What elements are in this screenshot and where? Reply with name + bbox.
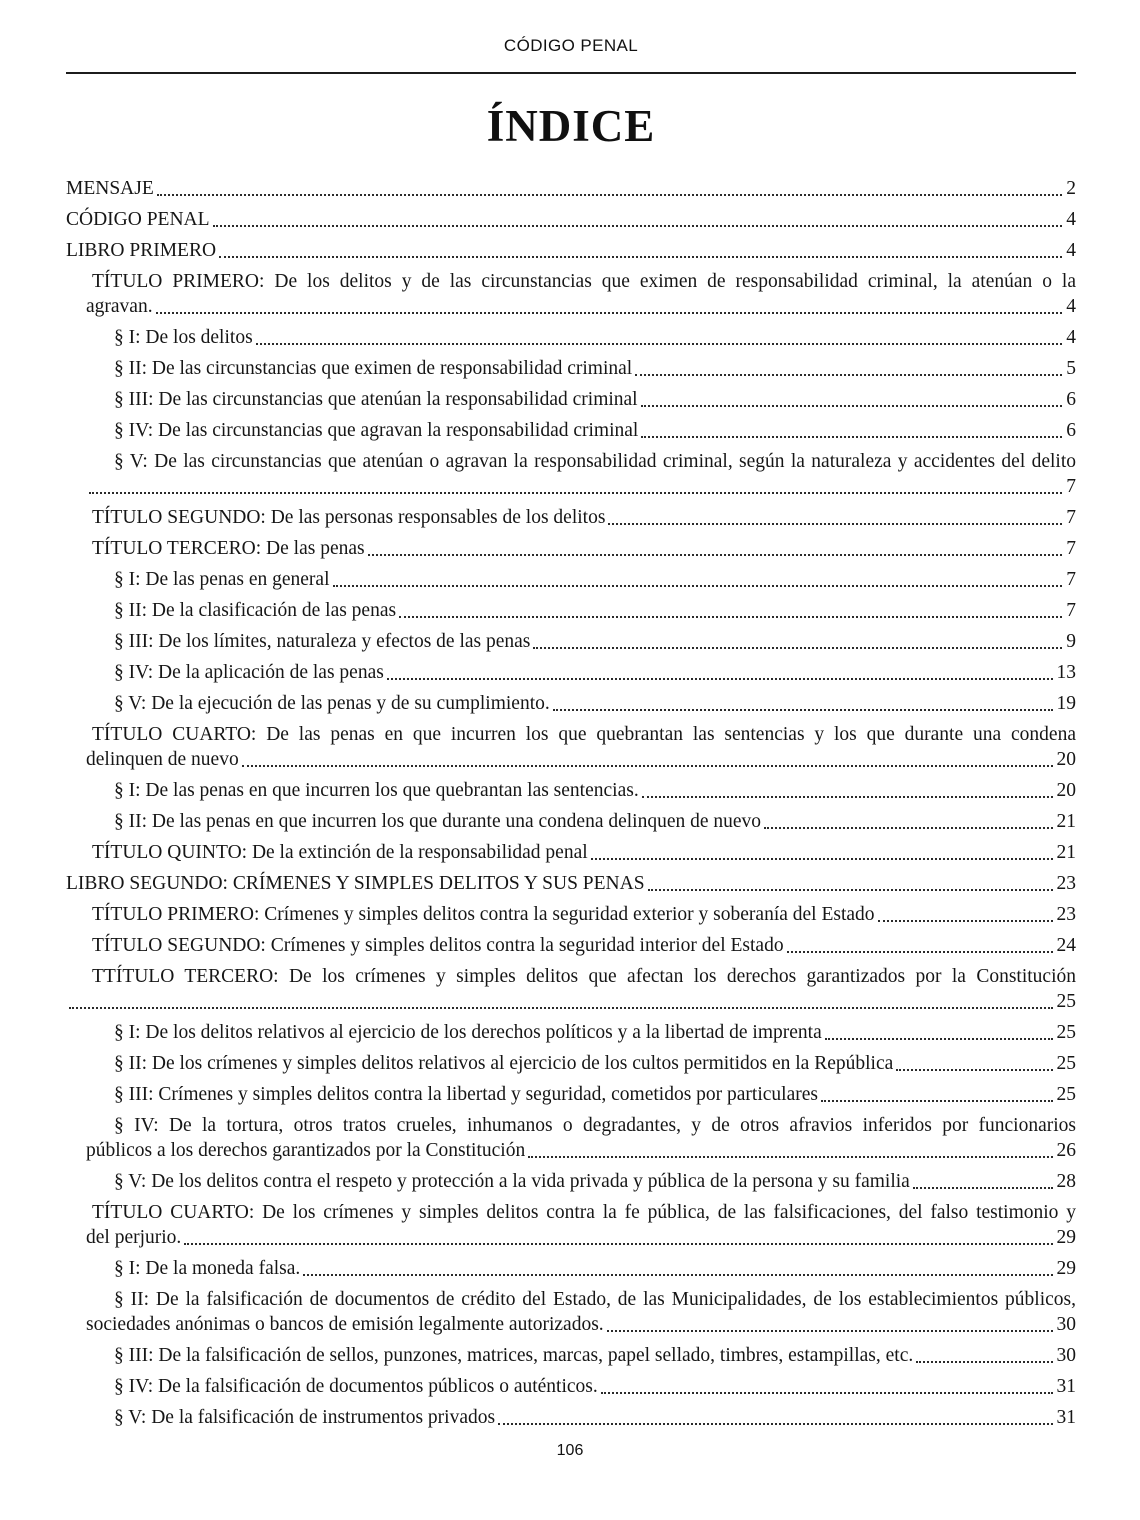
toc-entry[interactable] bbox=[66, 902, 1076, 927]
toc-entry-text: § V: De las circunstancias que atenúan o agravan la responsabilidad criminal, según la naturaleza y accidentes del delito bbox=[114, 451, 1076, 472]
toc-entry-text: § II: De las penas en que incurren los que durante una condena delinquen de nuevo bbox=[114, 811, 762, 832]
toc-entry-line bbox=[114, 1405, 1076, 1430]
toc-entry-line bbox=[92, 964, 1076, 989]
toc-entry-text: delinquen de nuevo bbox=[86, 749, 239, 770]
toc-page-number: 4 bbox=[1066, 240, 1076, 261]
toc-entry-text: § I: De las penas en general bbox=[114, 569, 330, 590]
toc-entry-line bbox=[66, 207, 1076, 232]
toc-entry-text: § III: De las circunstancias que atenúan la responsabilidad criminal bbox=[114, 389, 638, 410]
toc-entry-line bbox=[114, 691, 1076, 716]
toc-page-number: 21 bbox=[1056, 842, 1076, 863]
toc-entry[interactable] bbox=[66, 964, 1076, 1014]
toc-entry[interactable] bbox=[66, 449, 1076, 499]
toc-entry-line bbox=[86, 474, 1076, 499]
footer-page-number: 106 bbox=[556, 1442, 584, 1459]
dot-leader bbox=[219, 256, 1062, 258]
toc-entry-line bbox=[114, 598, 1076, 623]
toc-page-number: 26 bbox=[1056, 1140, 1076, 1161]
toc-entry-text: § IV: De la falsificación de documentos públicos o auténticos. bbox=[114, 1376, 598, 1397]
toc-page-number: 7 bbox=[1066, 600, 1076, 621]
toc-entry[interactable] bbox=[66, 325, 1076, 350]
toc-entry-line bbox=[92, 722, 1076, 747]
header-rule bbox=[66, 72, 1076, 74]
toc-entry-text: TÍTULO CUARTO: De las penas en que incurren los que quebrantan las sentencias y los que durante una condena bbox=[92, 724, 1076, 745]
toc-entry-line bbox=[92, 1200, 1076, 1225]
dot-leader bbox=[648, 889, 1053, 891]
dot-leader bbox=[821, 1100, 1053, 1102]
dot-leader bbox=[553, 709, 1053, 711]
dot-leader bbox=[787, 951, 1053, 953]
toc-page-number: 20 bbox=[1056, 780, 1076, 801]
toc-entry-line bbox=[114, 1051, 1076, 1076]
toc-entry[interactable] bbox=[66, 691, 1076, 716]
toc-entry[interactable] bbox=[66, 1051, 1076, 1076]
running-header: CÓDIGO PENAL bbox=[503, 36, 639, 55]
toc-entry-line bbox=[114, 567, 1076, 592]
table-of-contents bbox=[66, 176, 1076, 1430]
toc-entry[interactable] bbox=[66, 505, 1076, 530]
toc-entry-line bbox=[114, 325, 1076, 350]
dot-leader bbox=[533, 647, 1062, 649]
toc-entry[interactable] bbox=[66, 1113, 1076, 1163]
toc-entry[interactable] bbox=[66, 629, 1076, 654]
toc-entry-text: TÍTULO TERCERO: De las penas bbox=[92, 538, 365, 559]
toc-entry[interactable] bbox=[66, 418, 1076, 443]
toc-entry-line bbox=[66, 871, 1076, 896]
toc-page-number: 7 bbox=[1066, 538, 1076, 559]
toc-entry-text: sociedades anónimas o bancos de emisión legalmente autorizados. bbox=[86, 1314, 604, 1335]
dot-leader bbox=[913, 1187, 1053, 1189]
toc-entry-line bbox=[86, 294, 1076, 319]
toc-entry-line bbox=[92, 536, 1076, 561]
toc-page-number: 24 bbox=[1056, 935, 1076, 956]
dot-leader bbox=[641, 405, 1063, 407]
toc-entry-line bbox=[114, 1256, 1076, 1281]
dot-leader bbox=[368, 554, 1063, 556]
toc-page-number: 4 bbox=[1066, 296, 1076, 317]
toc-entry-line bbox=[66, 176, 1076, 201]
dot-leader bbox=[242, 765, 1053, 767]
toc-entry-line bbox=[92, 269, 1076, 294]
dot-leader bbox=[601, 1392, 1053, 1394]
toc-entry-line bbox=[86, 1312, 1076, 1337]
toc-page-number: 29 bbox=[1056, 1227, 1076, 1248]
toc-page-number: 23 bbox=[1056, 904, 1076, 925]
dot-leader bbox=[528, 1156, 1052, 1158]
toc-entry-line bbox=[66, 989, 1076, 1014]
toc-page-number: 20 bbox=[1056, 749, 1076, 770]
toc-page-number: 25 bbox=[1056, 1022, 1076, 1043]
toc-entry-line bbox=[114, 387, 1076, 412]
toc-entry[interactable] bbox=[66, 1256, 1076, 1281]
toc-entry-line bbox=[92, 933, 1076, 958]
toc-page-number: 4 bbox=[1066, 209, 1076, 230]
toc-page-number: 19 bbox=[1056, 693, 1076, 714]
toc-page-number: 25 bbox=[1056, 1084, 1076, 1105]
toc-entry[interactable] bbox=[66, 660, 1076, 685]
dot-leader bbox=[256, 343, 1063, 345]
toc-entry-line bbox=[86, 1225, 1076, 1250]
toc-page-number: 7 bbox=[1066, 569, 1076, 590]
toc-entry-text: § IV: De la tortura, otros tratos crueles, inhumanos o degradantes, y de otros afravios inferidos por funcionarios bbox=[114, 1115, 1076, 1136]
toc-page-number: 30 bbox=[1056, 1314, 1076, 1335]
toc-entry[interactable] bbox=[66, 1200, 1076, 1250]
dot-leader bbox=[916, 1361, 1052, 1363]
toc-page-number: 6 bbox=[1066, 420, 1076, 441]
toc-page-number: 7 bbox=[1066, 476, 1076, 497]
toc-entry-text: LIBRO SEGUNDO: CRÍMENES Y SIMPLES DELITOS Y SUS PENAS bbox=[66, 873, 645, 894]
page-title: ÍNDICE bbox=[486, 101, 656, 151]
toc-entry-text: § II: De las circunstancias que eximen de responsabilidad criminal bbox=[114, 358, 633, 379]
toc-entry[interactable] bbox=[66, 1405, 1076, 1430]
dot-leader bbox=[184, 1243, 1052, 1245]
toc-page-number: 31 bbox=[1056, 1376, 1076, 1397]
toc-entry-text: TÍTULO CUARTO: De los crímenes y simples delitos contra la fe pública, de las falsificaciones, del falso testimonio y bbox=[92, 1202, 1076, 1223]
toc-entry[interactable] bbox=[66, 1020, 1076, 1045]
toc-entry-line bbox=[114, 1287, 1076, 1312]
toc-page-number: 5 bbox=[1066, 358, 1076, 379]
toc-entry[interactable] bbox=[66, 207, 1076, 232]
toc-entry[interactable] bbox=[66, 387, 1076, 412]
toc-page-number: 29 bbox=[1056, 1258, 1076, 1279]
toc-entry[interactable] bbox=[66, 840, 1076, 865]
toc-entry-line bbox=[114, 1020, 1076, 1045]
toc-page-number: 13 bbox=[1056, 662, 1076, 683]
toc-entry[interactable] bbox=[66, 722, 1076, 772]
dot-leader bbox=[641, 436, 1062, 438]
toc-entry-line bbox=[92, 902, 1076, 927]
toc-entry-line bbox=[114, 1113, 1076, 1138]
toc-entry-line bbox=[114, 1082, 1076, 1107]
toc-entry-text: TÍTULO SEGUNDO: Crímenes y simples delitos contra la seguridad interior del Estado bbox=[92, 935, 784, 956]
toc-page-number: 7 bbox=[1066, 507, 1076, 528]
toc-page-number: 30 bbox=[1056, 1345, 1076, 1366]
toc-entry[interactable] bbox=[66, 1169, 1076, 1194]
toc-entry-text: § IV: De las circunstancias que agravan la responsabilidad criminal bbox=[114, 420, 639, 441]
toc-entry[interactable] bbox=[66, 1287, 1076, 1337]
toc-entry-text: § III: De los límites, naturaleza y efectos de las penas bbox=[114, 631, 531, 652]
toc-entry[interactable] bbox=[66, 356, 1076, 381]
toc-entry-text: § II: De los crímenes y simples delitos relativos al ejercicio de los cultos permitidos en la República bbox=[114, 1053, 894, 1074]
toc-entry-text: § II: De la falsificación de documentos de crédito del Estado, de las Municipalidades, de los establecimientos públicos, bbox=[114, 1289, 1076, 1310]
toc-entry-text: § IV: De la aplicación de las penas bbox=[114, 662, 384, 683]
toc-entry-text: TÍTULO PRIMERO: De los delitos y de las circunstancias que eximen de responsabilidad criminal, la atenúan o la bbox=[92, 271, 1076, 292]
toc-entry-text: MENSAJE bbox=[66, 178, 154, 199]
toc-entry-text: § I: De los delitos relativos al ejercicio de los derechos políticos y a la libertad de imprenta bbox=[114, 1022, 822, 1043]
toc-entry[interactable] bbox=[66, 1343, 1076, 1368]
toc-entry-line bbox=[86, 747, 1076, 772]
dot-leader bbox=[498, 1423, 1052, 1425]
toc-entry-text: TÍTULO SEGUNDO: De las personas responsables de los delitos bbox=[92, 507, 606, 528]
toc-entry-text: TÍTULO PRIMERO: Crímenes y simples delitos contra la seguridad exterior y soberanía del Estado bbox=[92, 904, 875, 925]
toc-entry[interactable] bbox=[66, 238, 1076, 263]
dot-leader bbox=[387, 678, 1053, 680]
toc-page-number: 25 bbox=[1056, 991, 1076, 1012]
dot-leader bbox=[69, 1007, 1053, 1009]
toc-entry[interactable] bbox=[66, 176, 1076, 201]
toc-entry-line bbox=[114, 418, 1076, 443]
toc-page-number: 25 bbox=[1056, 1053, 1076, 1074]
dot-leader bbox=[157, 194, 1062, 196]
dot-leader bbox=[89, 492, 1062, 494]
toc-page-number: 21 bbox=[1056, 811, 1076, 832]
toc-entry-line bbox=[114, 629, 1076, 654]
toc-entry-text: TÍTULO QUINTO: De la extinción de la responsabilidad penal bbox=[92, 842, 588, 863]
toc-page-number: 4 bbox=[1066, 327, 1076, 348]
dot-leader bbox=[156, 312, 1063, 314]
toc-entry[interactable] bbox=[66, 809, 1076, 834]
toc-entry-text: públicos a los derechos garantizados por la Constitución bbox=[86, 1140, 526, 1161]
toc-entry-text: § I: De las penas en que incurren los que quebrantan las sentencias. bbox=[114, 780, 639, 801]
toc-entry-text: § V: De la falsificación de instrumentos privados bbox=[114, 1407, 496, 1428]
toc-entry-line bbox=[66, 238, 1076, 263]
dot-leader bbox=[399, 616, 1062, 618]
toc-page-number: 28 bbox=[1056, 1171, 1076, 1192]
toc-page-number: 31 bbox=[1056, 1407, 1076, 1428]
toc-entry-text: CÓDIGO PENAL bbox=[66, 209, 210, 230]
toc-entry-line bbox=[92, 840, 1076, 865]
dot-leader bbox=[303, 1274, 1052, 1276]
dot-leader bbox=[635, 374, 1062, 376]
toc-entry-text: § II: De la clasificación de las penas bbox=[114, 600, 397, 621]
toc-entry-text: § III: De la falsificación de sellos, punzones, matrices, marcas, papel sellado, timbres, estampillas, etc. bbox=[114, 1345, 914, 1366]
toc-entry-line bbox=[114, 1343, 1076, 1368]
dot-leader bbox=[764, 827, 1052, 829]
toc-entry-line bbox=[114, 809, 1076, 834]
toc-entry[interactable] bbox=[66, 536, 1076, 561]
toc-entry[interactable] bbox=[66, 871, 1076, 896]
toc-page-number: 2 bbox=[1066, 178, 1076, 199]
dot-leader bbox=[878, 920, 1053, 922]
toc-entry-text: § V: De la ejecución de las penas y de su cumplimiento. bbox=[114, 693, 550, 714]
toc-page-number: 23 bbox=[1056, 873, 1076, 894]
dot-leader bbox=[213, 225, 1063, 227]
toc-entry-line bbox=[114, 1374, 1076, 1399]
toc-entry-text: del perjurio. bbox=[86, 1227, 182, 1248]
toc-entry-line bbox=[86, 1138, 1076, 1163]
toc-entry-text: § I: De los delitos bbox=[114, 327, 253, 348]
toc-entry[interactable] bbox=[66, 567, 1076, 592]
toc-entry[interactable] bbox=[66, 269, 1076, 319]
toc-entry-line bbox=[114, 449, 1076, 474]
dot-leader bbox=[607, 1330, 1053, 1332]
dot-leader bbox=[896, 1069, 1052, 1071]
toc-entry-line bbox=[114, 356, 1076, 381]
dot-leader bbox=[825, 1038, 1053, 1040]
toc-entry-line bbox=[114, 1169, 1076, 1194]
toc-entry-line bbox=[114, 660, 1076, 685]
toc-entry[interactable] bbox=[66, 778, 1076, 803]
toc-entry-text: TTÍTULO TERCERO: De los crímenes y simples delitos que afectan los derechos garantizados por la Constitución bbox=[92, 966, 1076, 987]
dot-leader bbox=[333, 585, 1063, 587]
toc-entry-line bbox=[114, 778, 1076, 803]
toc-entry[interactable] bbox=[66, 598, 1076, 623]
toc-entry-line bbox=[92, 505, 1076, 530]
toc-entry-text: agravan. bbox=[86, 296, 153, 317]
toc-entry[interactable] bbox=[66, 933, 1076, 958]
toc-entry-text: LIBRO PRIMERO bbox=[66, 240, 217, 261]
toc-entry[interactable] bbox=[66, 1374, 1076, 1399]
dot-leader bbox=[608, 523, 1062, 525]
toc-entry-text: § V: De los delitos contra el respeto y protección a la vida privada y pública de la persona y su familia bbox=[114, 1171, 910, 1192]
dot-leader bbox=[591, 858, 1053, 860]
toc-page-number: 9 bbox=[1066, 631, 1076, 652]
dot-leader bbox=[642, 796, 1053, 798]
toc-entry-text: § I: De la moneda falsa. bbox=[114, 1258, 301, 1279]
toc-entry-text: § III: Crímenes y simples delitos contra la libertad y seguridad, cometidos por particulares bbox=[114, 1084, 818, 1105]
toc-entry[interactable] bbox=[66, 1082, 1076, 1107]
toc-page-number: 6 bbox=[1066, 389, 1076, 410]
